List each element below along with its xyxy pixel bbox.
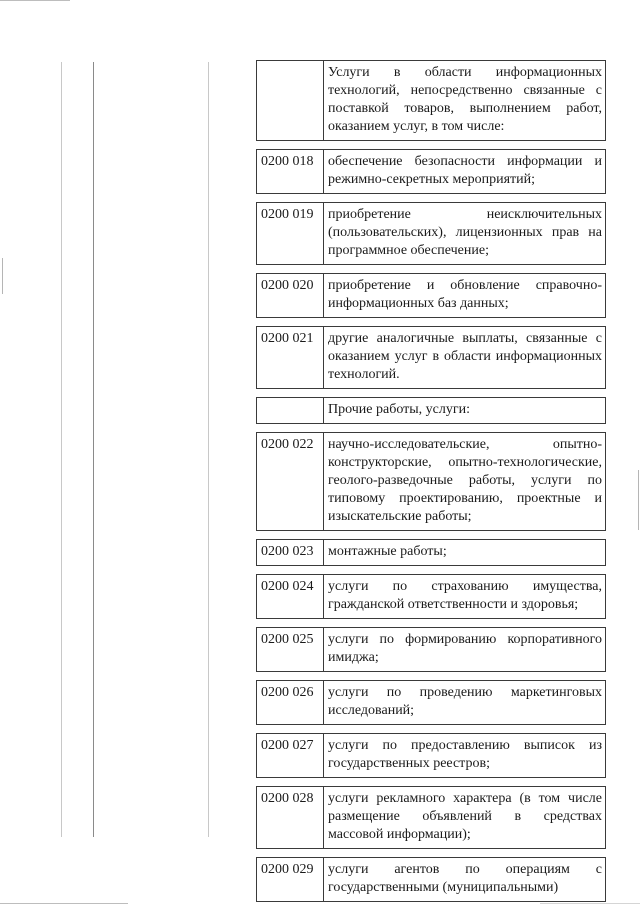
table-row [257, 575, 606, 619]
row-gap [257, 566, 606, 575]
row-description: услуги по формированию корпоративного имиджа; [324, 628, 606, 672]
row-code: 0200 028 [257, 787, 324, 849]
table-row [257, 787, 606, 849]
row-gap-cell [257, 265, 606, 274]
row-code [257, 398, 324, 424]
row-description: монтажные работы; [324, 540, 606, 566]
expense-codes-table [256, 60, 606, 902]
table-row [257, 681, 606, 725]
row-code: 0200 021 [257, 327, 324, 389]
table-row [257, 540, 606, 566]
table-row [257, 858, 606, 902]
column-line-2 [93, 62, 94, 837]
row-gap [257, 531, 606, 540]
row-code [257, 61, 324, 141]
row-description: обеспечение безопасности информации и режимно-секретных мероприятий; [324, 150, 606, 194]
row-description: Услуги в области информационных технологий, непосредственно связанные с поставкой товаров, выполнением работ, оказанием услуг, в том числе: [324, 61, 606, 141]
row-description: приобретение неисключительных (пользовательских), лицензионных прав на программное обеспечение; [324, 203, 606, 265]
table-row [257, 628, 606, 672]
row-description: научно-исследовательские, опытно-конструкторские, опытно-технологические, геолого-разведочные работы, услуги по типовому проектированию, проектные и изыскательские работы; [324, 433, 606, 531]
table-body [257, 61, 606, 902]
row-gap-cell [257, 389, 606, 398]
row-description: услуги по предоставлению выписок из государственных реестров; [324, 734, 606, 778]
row-gap-cell [257, 619, 606, 628]
table-row [257, 433, 606, 531]
row-gap [257, 141, 606, 150]
row-gap-cell [257, 318, 606, 327]
row-gap [257, 265, 606, 274]
table-row [257, 61, 606, 141]
column-line-3 [208, 62, 209, 837]
bottom-scan-rule-right [540, 903, 640, 904]
row-code: 0200 024 [257, 575, 324, 619]
left-edge-mark [2, 258, 3, 294]
row-description: услуги рекламного характера (в том числе размещение объявлений в средствах массовой информации); [324, 787, 606, 849]
table-row [257, 734, 606, 778]
table-row [257, 274, 606, 318]
row-code: 0200 022 [257, 433, 324, 531]
document-table-wrapper [256, 60, 606, 902]
row-description: другие аналогичные выплаты, связанные с оказанием услуг в области информационных технологий. [324, 327, 606, 389]
table-row [257, 398, 606, 424]
table-row [257, 150, 606, 194]
row-gap [257, 389, 606, 398]
column-line-1 [61, 62, 62, 837]
row-gap-cell [257, 725, 606, 734]
row-code: 0200 025 [257, 628, 324, 672]
row-gap-cell [257, 141, 606, 150]
row-code: 0200 020 [257, 274, 324, 318]
row-description: приобретение и обновление справочно-информационных баз данных; [324, 274, 606, 318]
row-description: услуги по страхованию имущества, гражданской ответственности и здоровья; [324, 575, 606, 619]
row-code: 0200 026 [257, 681, 324, 725]
row-gap-cell [257, 778, 606, 787]
row-gap-cell [257, 424, 606, 433]
row-gap [257, 778, 606, 787]
row-gap [257, 318, 606, 327]
table-row [257, 327, 606, 389]
row-gap [257, 849, 606, 858]
row-code: 0200 019 [257, 203, 324, 265]
row-gap [257, 672, 606, 681]
bottom-scan-rule [0, 903, 128, 904]
row-description: услуги по проведению маркетинговых исследований; [324, 681, 606, 725]
row-gap [257, 194, 606, 203]
row-gap-cell [257, 566, 606, 575]
row-gap [257, 619, 606, 628]
row-gap-cell [257, 531, 606, 540]
top-scan-rule [0, 0, 70, 1]
row-gap-cell [257, 849, 606, 858]
row-gap [257, 725, 606, 734]
row-gap-cell [257, 194, 606, 203]
row-code: 0200 027 [257, 734, 324, 778]
row-description: Прочие работы, услуги: [324, 398, 606, 424]
row-gap-cell [257, 672, 606, 681]
table-row [257, 203, 606, 265]
row-description: услуги агентов по операциям с государственными (муниципальными) [324, 858, 606, 902]
row-code: 0200 018 [257, 150, 324, 194]
row-code: 0200 029 [257, 858, 324, 902]
right-edge-mark [638, 470, 639, 530]
row-code: 0200 023 [257, 540, 324, 566]
row-gap [257, 424, 606, 433]
